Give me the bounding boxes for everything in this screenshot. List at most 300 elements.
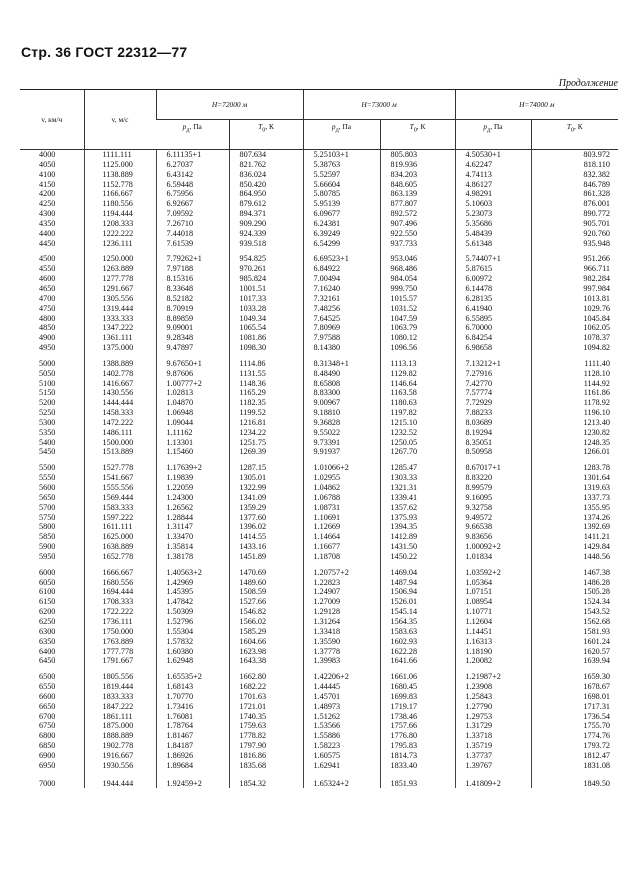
speed-ms-cell: 1888.889	[84, 731, 156, 741]
temperature-73000-cell: 999.750	[380, 284, 455, 294]
pressure-72000-cell: 1.09044	[156, 418, 229, 428]
speed-ms-cell: 1875.000	[84, 721, 156, 731]
temperature-74000-cell: 832.382	[531, 170, 618, 180]
pressure-73000-cell: 1.08731	[303, 503, 380, 513]
table-row	[20, 428, 618, 438]
temperature-73000-cell: 1339.41	[380, 493, 455, 503]
table-row	[20, 150, 618, 160]
temperature-72000-cell: 850.420	[229, 180, 303, 190]
temperature-73000-cell: 1163.58	[380, 388, 455, 398]
table-row	[20, 597, 618, 607]
temperature-73000-cell: 1394.35	[380, 522, 455, 532]
pressure-73000-cell: 7.97588	[303, 333, 380, 343]
pressure-74000-cell: 5.23073	[455, 209, 531, 219]
temperature-72000-cell: 1414.55	[229, 532, 303, 542]
temperature-73000-cell: 1096.56	[380, 343, 455, 353]
pressure-74000-cell: 6.98658	[455, 343, 531, 353]
pressure-74000-cell: 1.39767	[455, 761, 531, 771]
pressure-74000-cell: 1.33718	[455, 731, 531, 741]
table-row	[20, 637, 618, 647]
speed-ms-cell: 1166.667	[84, 189, 156, 199]
pressure-73000-cell: 1.39983	[303, 656, 380, 666]
temperature-74000-cell: 982.284	[531, 274, 618, 284]
temperature-73000-cell: 1545.14	[380, 607, 455, 617]
pressure-72000-cell: 9.47897	[156, 343, 229, 353]
pressure-74000-cell: 6.14478	[455, 284, 531, 294]
speed-kmh-cell: 5850	[39, 532, 56, 542]
temperature-74000-cell: 920.760	[531, 229, 618, 239]
pressure-72000-cell: 1.92459+2	[156, 771, 229, 789]
pressure-72000-cell: 9.87606	[156, 369, 229, 379]
temperature-74000-cell: 997.984	[531, 284, 618, 294]
pressure-73000-cell: 1.33418	[303, 627, 380, 637]
pressure-73000-cell: 5.52597	[303, 170, 380, 180]
temperature-72000-cell: 1269.39	[229, 447, 303, 457]
pressure-73000-cell: 9.00967	[303, 398, 380, 408]
table-row	[20, 314, 618, 324]
speed-ms-cell: 1652.778	[84, 552, 156, 562]
pressure-74000-cell: 1.35719	[455, 741, 531, 751]
pressure-72000-cell: 1.84187	[156, 741, 229, 751]
pressure-72000-cell: 7.09592	[156, 209, 229, 219]
table-row	[20, 438, 618, 448]
speed-kmh-cell: 6050	[39, 577, 56, 587]
speed-kmh-cell: 5300	[39, 417, 56, 427]
pressure-74000-cell: 8.35051	[455, 438, 531, 448]
pressure-74000-cell: 5.35686	[455, 219, 531, 229]
temperature-73000-cell: 1719.17	[380, 702, 455, 712]
speed-ms-cell: 1555.556	[84, 483, 156, 493]
temperature-74000-cell: 1601.24	[531, 637, 618, 647]
temperature-72000-cell: 1643.38	[229, 656, 303, 666]
temperature-74000-cell: 1196.10	[531, 408, 618, 418]
table-row	[20, 408, 618, 418]
pressure-72000-cell: 7.97188	[156, 264, 229, 274]
speed-kmh-cell: 4000	[39, 150, 56, 159]
temperature-73000-cell: 877.807	[380, 199, 455, 209]
temperature-74000-cell: 1774.76	[531, 731, 618, 741]
pressure-74000-cell: 5.61348	[455, 239, 531, 249]
speed-ms-cell: 1458.333	[84, 408, 156, 418]
pressure-72000-cell: 1.60380	[156, 647, 229, 657]
temperature-74000-cell: 1812.47	[531, 751, 618, 761]
temperature-72000-cell: 1604.66	[229, 637, 303, 647]
speed-kmh-cell: 5700	[39, 502, 56, 512]
pressure-72000-cell: 9.67650+1	[156, 353, 229, 369]
temperature-73000-cell: 1113.13	[380, 353, 455, 369]
pressure-73000-cell: 1.27009	[303, 597, 380, 607]
pressure-74000-cell: 1.14451	[455, 627, 531, 637]
table-row	[20, 284, 618, 294]
speed-ms-cell: 1250.000	[84, 248, 156, 264]
speed-kmh-cell: 6450	[39, 656, 56, 666]
temperature-72000-cell: 1778.82	[229, 731, 303, 741]
table-row	[20, 170, 618, 180]
speed-kmh-cell: 5650	[39, 492, 56, 502]
speed-ms-cell: 1833.333	[84, 692, 156, 702]
temperature-72000-cell: 1623.98	[229, 647, 303, 657]
temperature-73000-cell: 1450.22	[380, 552, 455, 562]
temperature-74000-cell: 1620.57	[531, 647, 618, 657]
temperature-72000-cell: 1585.29	[229, 627, 303, 637]
temperature-73000-cell: 819.936	[380, 160, 455, 170]
table-row	[20, 274, 618, 284]
speed-kmh-cell: 4350	[39, 218, 56, 228]
pressure-74000-cell: 8.99579	[455, 483, 531, 493]
speed-ms-cell: 1194.444	[84, 209, 156, 219]
temperature-72000-cell: 1251.75	[229, 438, 303, 448]
temperature-72000-cell: 1216.81	[229, 418, 303, 428]
pressure-72000-cell: 1.22059	[156, 483, 229, 493]
speed-ms-cell: 1319.444	[84, 304, 156, 314]
temperature-73000-cell: 1699.83	[380, 692, 455, 702]
temperature-72000-cell: 1017.33	[229, 294, 303, 304]
pressure-72000-cell: 1.68143	[156, 682, 229, 692]
temperature-73000-cell: 848.605	[380, 180, 455, 190]
table-row	[20, 229, 618, 239]
speed-kmh-cell: 6800	[39, 731, 56, 741]
temperature-74000-cell: 1755.70	[531, 721, 618, 731]
pressure-73000-cell: 9.36828	[303, 418, 380, 428]
pressure-72000-cell: 1.06948	[156, 408, 229, 418]
table-row	[20, 264, 618, 274]
table-row	[20, 721, 618, 731]
temperature-73000-cell: 1583.63	[380, 627, 455, 637]
temperature-74000-cell: 1793.72	[531, 741, 618, 751]
temperature-73000-cell: 834.203	[380, 170, 455, 180]
temperature-74000-cell: 1736.54	[531, 712, 618, 722]
temperature-72000-cell: 1182.35	[229, 398, 303, 408]
speed-ms-cell: 1763.889	[84, 637, 156, 647]
header-speed-ms: v, м/с	[84, 90, 156, 150]
temperature-72000-cell: 1508.59	[229, 587, 303, 597]
speed-kmh-cell: 4200	[39, 189, 56, 199]
temperature-74000-cell: 1161.86	[531, 388, 618, 398]
speed-kmh-cell: 6100	[39, 587, 56, 597]
pressure-72000-cell: 1.31147	[156, 522, 229, 532]
pressure-72000-cell: 1.35814	[156, 542, 229, 552]
table-row	[20, 751, 618, 761]
pressure-73000-cell: 1.14664	[303, 532, 380, 542]
pressure-74000-cell: 1.00092+2	[455, 542, 531, 552]
speed-kmh-cell: 5150	[39, 388, 56, 398]
pressure-72000-cell: 1.65535+2	[156, 666, 229, 682]
temperature-74000-cell: 1374.26	[531, 513, 618, 523]
speed-ms-cell: 1513.889	[84, 447, 156, 457]
table-row	[20, 692, 618, 702]
pressure-72000-cell: 1.76081	[156, 712, 229, 722]
table-row	[20, 761, 618, 771]
pressure-74000-cell: 7.42770	[455, 379, 531, 389]
pressure-73000-cell: 1.65324+2	[303, 771, 380, 789]
temperature-74000-cell: 876.001	[531, 199, 618, 209]
temperature-72000-cell: 1566.02	[229, 617, 303, 627]
temperature-73000-cell: 1622.28	[380, 647, 455, 657]
pressure-73000-cell: 7.16240	[303, 284, 380, 294]
pressure-74000-cell: 1.31729	[455, 721, 531, 731]
pressure-74000-cell: 4.50530+1	[455, 150, 531, 160]
speed-kmh-cell: 4550	[39, 264, 56, 274]
temperature-74000-cell: 1639.94	[531, 656, 618, 666]
speed-ms-cell: 1388.889	[84, 353, 156, 369]
pressure-72000-cell: 1.47842	[156, 597, 229, 607]
speed-ms-cell: 1625.000	[84, 532, 156, 542]
pressure-74000-cell: 6.55895	[455, 314, 531, 324]
pressure-73000-cell: 1.04862	[303, 483, 380, 493]
table-row	[20, 607, 618, 617]
table-row	[20, 457, 618, 473]
table-row	[20, 578, 618, 588]
temperature-72000-cell: 836.024	[229, 170, 303, 180]
table-row	[20, 418, 618, 428]
pressure-73000-cell: 9.91937	[303, 447, 380, 457]
table-body	[20, 150, 618, 789]
table-row	[20, 513, 618, 523]
pressure-73000-cell: 1.10691	[303, 513, 380, 523]
speed-kmh-cell: 6350	[39, 636, 56, 646]
pressure-74000-cell: 6.00972	[455, 274, 531, 284]
temperature-73000-cell: 968.486	[380, 264, 455, 274]
pressure-73000-cell: 1.31264	[303, 617, 380, 627]
table-row	[20, 189, 618, 199]
table-row	[20, 587, 618, 597]
pressure-74000-cell: 7.13212+1	[455, 353, 531, 369]
pressure-72000-cell: 1.33470	[156, 532, 229, 542]
temperature-73000-cell: 1506.94	[380, 587, 455, 597]
pressure-72000-cell: 1.04870	[156, 398, 229, 408]
temperature-74000-cell: 1581.93	[531, 627, 618, 637]
speed-kmh-cell: 6200	[39, 607, 56, 617]
temperature-74000-cell: 951.266	[531, 248, 618, 264]
pressure-72000-cell: 8.33648	[156, 284, 229, 294]
pressure-73000-cell: 6.09677	[303, 209, 380, 219]
temperature-74000-cell: 1717.31	[531, 702, 618, 712]
pressure-74000-cell: 7.72929	[455, 398, 531, 408]
table-row	[20, 209, 618, 219]
speed-kmh-cell: 5400	[39, 437, 56, 447]
temperature-72000-cell: 1740.35	[229, 712, 303, 722]
temperature-74000-cell: 1698.01	[531, 692, 618, 702]
temperature-72000-cell: 1287.15	[229, 457, 303, 473]
temperature-74000-cell: 1337.73	[531, 493, 618, 503]
speed-ms-cell: 1291.667	[84, 284, 156, 294]
temperature-74000-cell: 1013.81	[531, 294, 618, 304]
table-row	[20, 248, 618, 264]
speed-ms-cell: 1694.444	[84, 587, 156, 597]
temperature-72000-cell: 1470.69	[229, 562, 303, 578]
pressure-74000-cell: 1.03592+2	[455, 562, 531, 578]
temperature-74000-cell: 1230.82	[531, 428, 618, 438]
temperature-73000-cell: 984.054	[380, 274, 455, 284]
pressure-73000-cell: 1.35590	[303, 637, 380, 647]
temperature-72000-cell: 1816.86	[229, 751, 303, 761]
speed-ms-cell: 1805.556	[84, 666, 156, 682]
pressure-73000-cell: 9.73391	[303, 438, 380, 448]
pressure-73000-cell: 5.95139	[303, 199, 380, 209]
temperature-73000-cell: 1321.31	[380, 483, 455, 493]
pressure-73000-cell: 1.44445	[303, 682, 380, 692]
temperature-74000-cell: 1045.84	[531, 314, 618, 324]
continuation-label: Продолжение	[558, 78, 618, 89]
pressure-72000-cell: 8.70919	[156, 304, 229, 314]
table-row	[20, 562, 618, 578]
pressure-74000-cell: 5.10603	[455, 199, 531, 209]
temperature-74000-cell: 1505.28	[531, 587, 618, 597]
temperature-72000-cell: 1001.51	[229, 284, 303, 294]
pressure-72000-cell: 6.27037	[156, 160, 229, 170]
speed-ms-cell: 1930.556	[84, 761, 156, 771]
pressure-73000-cell: 7.80969	[303, 323, 380, 333]
temperature-73000-cell: 1795.83	[380, 741, 455, 751]
header-altitude-72000: H=72000 м	[156, 90, 303, 120]
table-row	[20, 199, 618, 209]
table-row	[20, 493, 618, 503]
temperature-73000-cell: 863.139	[380, 189, 455, 199]
speed-ms-cell: 1208.333	[84, 219, 156, 229]
temperature-72000-cell: 1234.22	[229, 428, 303, 438]
speed-kmh-cell: 6400	[39, 646, 56, 656]
pressure-73000-cell: 1.06788	[303, 493, 380, 503]
speed-kmh-cell: 4100	[39, 169, 56, 179]
pressure-72000-cell: 6.43142	[156, 170, 229, 180]
speed-kmh-cell: 5800	[39, 522, 56, 532]
pressure-72000-cell: 1.19839	[156, 473, 229, 483]
pressure-72000-cell: 6.75956	[156, 189, 229, 199]
header-altitude-73000: H=73000 м	[303, 90, 455, 120]
speed-kmh-cell: 4300	[39, 209, 56, 219]
temperature-74000-cell: 1448.56	[531, 552, 618, 562]
pressure-73000-cell: 1.42206+2	[303, 666, 380, 682]
table-row	[20, 532, 618, 542]
pressure-72000-cell: 9.28348	[156, 333, 229, 343]
temperature-73000-cell: 1215.10	[380, 418, 455, 428]
pressure-73000-cell: 8.31348+1	[303, 353, 380, 369]
speed-ms-cell: 1736.111	[84, 617, 156, 627]
table-row	[20, 712, 618, 722]
pressure-73000-cell: 1.02955	[303, 473, 380, 483]
pressure-74000-cell: 1.05364	[455, 578, 531, 588]
temperature-72000-cell: 1662.80	[229, 666, 303, 682]
pressure-73000-cell: 7.48256	[303, 304, 380, 314]
pressure-72000-cell: 1.73416	[156, 702, 229, 712]
table-row	[20, 771, 618, 789]
speed-ms-cell: 1680.556	[84, 578, 156, 588]
temperature-74000-cell: 905.701	[531, 219, 618, 229]
temperature-74000-cell: 1392.69	[531, 522, 618, 532]
temperature-74000-cell: 1078.37	[531, 333, 618, 343]
speed-ms-cell: 1361.111	[84, 333, 156, 343]
speed-ms-cell: 1263.889	[84, 264, 156, 274]
speed-ms-cell: 1583.333	[84, 503, 156, 513]
pressure-73000-cell: 8.83300	[303, 388, 380, 398]
speed-ms-cell: 1180.556	[84, 199, 156, 209]
temperature-74000-cell: 1178.92	[531, 398, 618, 408]
pressure-72000-cell: 1.50309	[156, 607, 229, 617]
pressure-72000-cell: 1.11162	[156, 428, 229, 438]
speed-kmh-cell: 4250	[39, 199, 56, 209]
temperature-72000-cell: 939.518	[229, 239, 303, 249]
pressure-72000-cell: 1.78764	[156, 721, 229, 731]
speed-ms-cell: 1611.111	[84, 522, 156, 532]
pressure-72000-cell: 1.86926	[156, 751, 229, 761]
pressure-72000-cell: 1.28844	[156, 513, 229, 523]
temperature-74000-cell: 1062.05	[531, 323, 618, 333]
pressure-74000-cell: 9.49572	[455, 513, 531, 523]
pressure-73000-cell: 1.01066+2	[303, 457, 380, 473]
pressure-73000-cell: 7.64525	[303, 314, 380, 324]
temperature-72000-cell: 894.371	[229, 209, 303, 219]
speed-kmh-cell: 6900	[39, 750, 56, 760]
table-row	[20, 483, 618, 493]
temperature-72000-cell: 954.825	[229, 248, 303, 264]
temperature-73000-cell: 1833.40	[380, 761, 455, 771]
speed-kmh-cell: 6550	[39, 682, 56, 692]
speed-ms-cell: 1236.111	[84, 239, 156, 249]
page-header: Стр. 36 ГОСТ 22312—77	[21, 44, 188, 60]
table-row	[20, 398, 618, 408]
speed-ms-cell: 1333.333	[84, 314, 156, 324]
pressure-73000-cell: 6.54299	[303, 239, 380, 249]
pressure-73000-cell: 1.22823	[303, 578, 380, 588]
pressure-73000-cell: 6.69523+1	[303, 248, 380, 264]
pressure-72000-cell: 1.52796	[156, 617, 229, 627]
temperature-73000-cell: 1564.35	[380, 617, 455, 627]
pressure-74000-cell: 7.57774	[455, 388, 531, 398]
speed-kmh-cell: 5050	[39, 368, 56, 378]
temperature-72000-cell: 1433.16	[229, 542, 303, 552]
pressure-74000-cell: 4.62247	[455, 160, 531, 170]
pressure-72000-cell: 8.89859	[156, 314, 229, 324]
table-row	[20, 239, 618, 249]
speed-kmh-cell: 5500	[39, 463, 56, 473]
pressure-73000-cell: 5.66604	[303, 180, 380, 190]
temperature-73000-cell: 1851.93	[380, 771, 455, 789]
pressure-74000-cell: 8.67017+1	[455, 457, 531, 473]
header-temperature: $T_0$, К	[531, 120, 618, 150]
table-row	[20, 542, 618, 552]
speed-kmh-cell: 6750	[39, 721, 56, 731]
temperature-73000-cell: 1357.62	[380, 503, 455, 513]
speed-ms-cell: 1472.222	[84, 418, 156, 428]
pressure-72000-cell: 1.89684	[156, 761, 229, 771]
temperature-74000-cell: 966.711	[531, 264, 618, 274]
pressure-74000-cell: 1.23908	[455, 682, 531, 692]
temperature-73000-cell: 1031.52	[380, 304, 455, 314]
speed-ms-cell: 1569.444	[84, 493, 156, 503]
speed-kmh-cell: 7000	[39, 778, 56, 788]
temperature-74000-cell: 1128.10	[531, 369, 618, 379]
pressure-74000-cell: 1.25843	[455, 692, 531, 702]
pressure-72000-cell: 8.15316	[156, 274, 229, 284]
temperature-73000-cell: 1197.82	[380, 408, 455, 418]
pressure-74000-cell: 9.83656	[455, 532, 531, 542]
pressure-72000-cell: 8.52182	[156, 294, 229, 304]
temperature-74000-cell: 1411.21	[531, 532, 618, 542]
temperature-72000-cell: 909.290	[229, 219, 303, 229]
speed-ms-cell: 1861.111	[84, 712, 156, 722]
temperature-72000-cell: 1065.54	[229, 323, 303, 333]
pressure-73000-cell: 8.14380	[303, 343, 380, 353]
speed-ms-cell: 1708.333	[84, 597, 156, 607]
pressure-72000-cell: 9.09001	[156, 323, 229, 333]
pressure-74000-cell: 9.66538	[455, 522, 531, 532]
header-temperature: $T_0$, К	[380, 120, 455, 150]
speed-kmh-cell: 4700	[39, 293, 56, 303]
speed-ms-cell: 1375.000	[84, 343, 156, 353]
pressure-72000-cell: 6.92667	[156, 199, 229, 209]
speed-kmh-cell: 6700	[39, 711, 56, 721]
pressure-72000-cell: 1.24300	[156, 493, 229, 503]
